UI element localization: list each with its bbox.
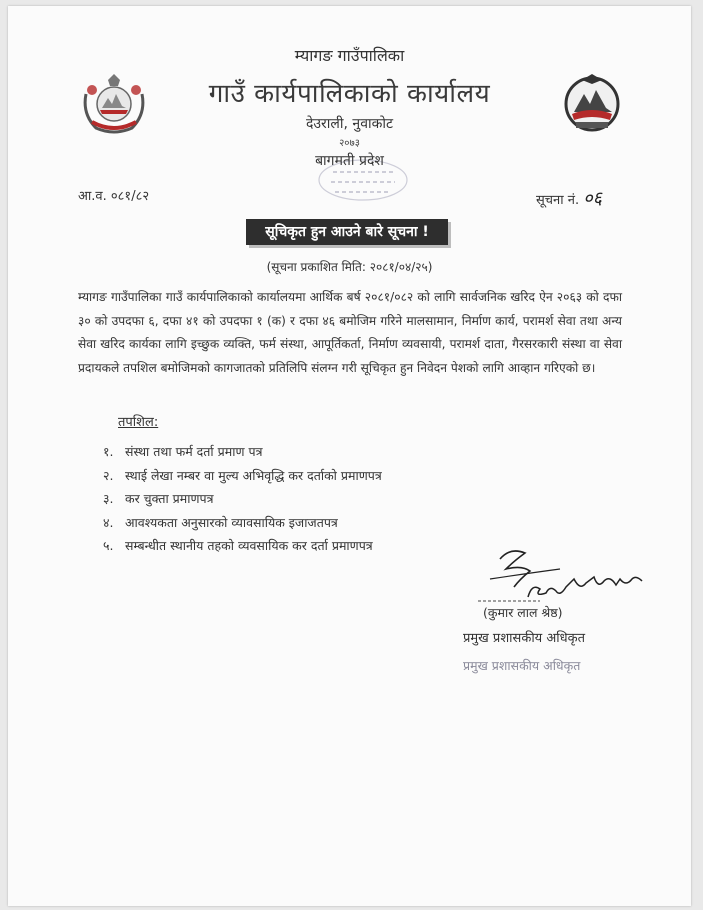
list-item [103, 443, 382, 467]
list-item [103, 537, 382, 561]
province-name: बागमती प्रदेश [315, 153, 384, 169]
list-item-text: आवश्यकता अनुसारको व्यावसायिक इजाजतपत्र [125, 514, 338, 530]
list-item-number: ४. [103, 514, 114, 530]
published-date: (सूचना प्रकाशित मिति: २०८१/०४/२५) [266, 260, 433, 274]
establishment-year: २०७३ [339, 138, 360, 149]
office-name: गाउँ कार्यपालिकाको कार्यालय [208, 79, 491, 109]
list-item-number: ५. [103, 538, 114, 553]
list-item-number: २. [103, 467, 114, 483]
list-item-text: सम्बन्धीत स्थानीय तहको व्यवसायिक कर दर्ता प्रमाणपत्र [125, 538, 373, 553]
list-item-text: संस्था तथा फर्म दर्ता प्रमाण पत्र [125, 444, 263, 459]
requirements-list [103, 443, 382, 561]
fiscal-year: आ.व. ०८१/८२ [78, 189, 150, 204]
list-item-number: ३. [103, 491, 114, 506]
handwritten-signature [470, 539, 660, 609]
notice-number-line [536, 186, 602, 210]
list-item [103, 467, 382, 491]
notice-title-banner: सूचिकृत हुन आउने बारे सूचना ! [246, 219, 448, 245]
signatory-name: (कुमार लाल श्रेष्ठ) [483, 605, 563, 620]
details-heading: तपशिल: [118, 415, 159, 430]
designation-stamp: प्रमुख प्रशासकीय अधिकृत [463, 658, 581, 673]
list-item-text: स्थाई लेखा नम्बर वा मुल्य अभिवृद्धि कर दर्ताको प्रमाणपत्र [125, 467, 382, 483]
notice-number-label: सूचना नं. [536, 193, 580, 208]
list-item [103, 490, 382, 514]
notice-number-value: ०६ [583, 188, 602, 209]
municipality-name: म्यागङ गाउँपालिका [294, 46, 405, 65]
list-item-text: कर चुक्ता प्रमाणपत्र [125, 491, 214, 506]
signatory-title: प्रमुख प्रशासकीय अधिकृत [463, 631, 586, 646]
list-item-number: १. [103, 444, 114, 459]
list-item [103, 514, 382, 538]
notice-page [8, 6, 691, 906]
office-address: देउराली, नुवाकोट [305, 116, 394, 132]
notice-body: म्यागङ गाउँपालिका गाउँ कार्यपालिकाको कार्यालयमा आर्थिक बर्ष २०८१/०८२ को लागि सार्वजनिक खरिद ऐन २०६३ को दफा ३० को उपदफा ६, दफा ४१ को उपदफा १ (क) र दफा ४६ बमोजिम गरिने मालसामान, निर्माण कार्य, परामर्श सेवा तथा अन्य सेवा खरिद कार्यका लागि इच्छुक व्यक्ति, फर्म संस्था, आपूर्तिकर्ता, निर्माण व्यवसायी, परामर्श दाता, गैरसरकारी संस्था वा सेवा प्रदायकले तपशिल बमोजिमको कागजातको प्रतिलिपि संलग्न गरी सूचिकृत हुन निवेदन पेशको लागि आव्हान गरिएको छ। [78, 290, 622, 375]
